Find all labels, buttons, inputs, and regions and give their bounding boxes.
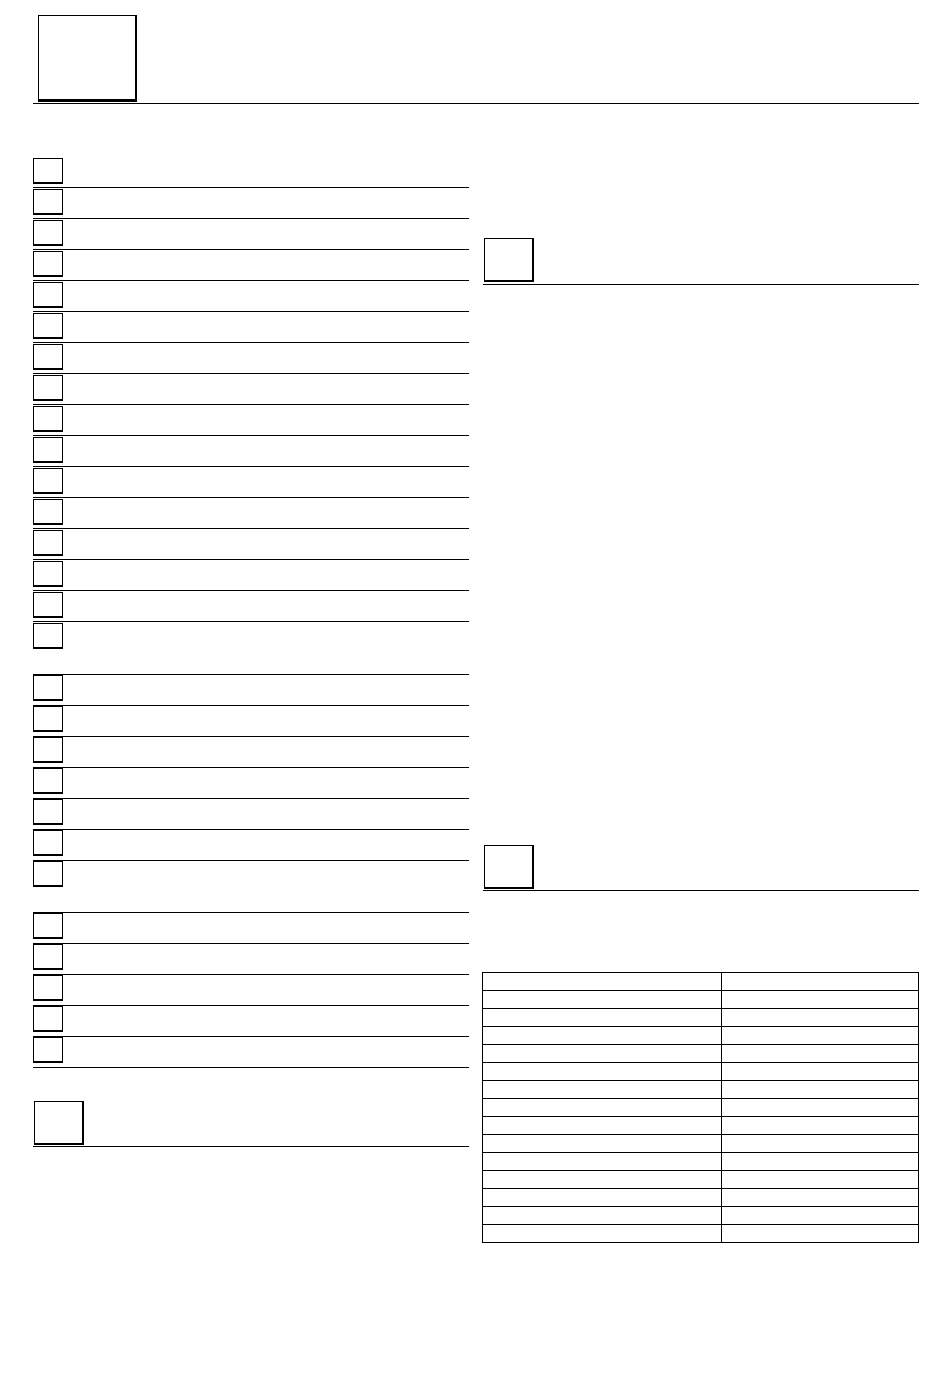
- checkbox-icon[interactable]: [33, 799, 63, 825]
- list-item-divider: [33, 1005, 469, 1006]
- checkbox-icon[interactable]: [33, 437, 63, 463]
- list-item-divider: [33, 590, 469, 591]
- table-cell: [483, 1117, 722, 1135]
- list-item-divider: [33, 767, 469, 768]
- section-box-right-top: [484, 238, 534, 282]
- list-item-divider: [33, 311, 469, 312]
- checkbox-icon[interactable]: [33, 313, 63, 339]
- checkbox-icon[interactable]: [33, 623, 63, 649]
- table-row: [483, 1009, 919, 1027]
- table-cell: [722, 1207, 919, 1225]
- table-cell: [722, 1153, 919, 1171]
- table-cell: [483, 1027, 722, 1045]
- checkbox-icon[interactable]: [33, 592, 63, 618]
- table-row: [483, 1081, 919, 1099]
- list-item-divider: [33, 1036, 469, 1037]
- table-row: [483, 1117, 919, 1135]
- table-cell: [722, 1081, 919, 1099]
- checkbox-icon[interactable]: [33, 944, 63, 970]
- table-cell: [722, 1225, 919, 1243]
- data-table: [482, 972, 919, 1243]
- list-item-divider: [33, 705, 469, 706]
- list-item-divider: [33, 497, 469, 498]
- list-item-divider: [33, 621, 469, 622]
- list-item-divider: [33, 798, 469, 799]
- table-cell: [483, 991, 722, 1009]
- table-row: [483, 1027, 919, 1045]
- list-item-divider: [33, 249, 469, 250]
- checkbox-icon[interactable]: [33, 406, 63, 432]
- table-cell: [722, 1135, 919, 1153]
- table-row: [483, 973, 919, 991]
- list-item-divider: [33, 435, 469, 436]
- list-item-divider: [33, 466, 469, 467]
- table-row: [483, 1171, 919, 1189]
- table-row: [483, 1189, 919, 1207]
- list-item-divider: [33, 559, 469, 560]
- table-cell: [722, 991, 919, 1009]
- list-item-divider: [33, 528, 469, 529]
- table-cell: [483, 1189, 722, 1207]
- table-cell: [483, 973, 722, 991]
- table-cell: [722, 1009, 919, 1027]
- table-cell: [483, 1009, 722, 1027]
- table-row: [483, 1063, 919, 1081]
- table-cell: [722, 1171, 919, 1189]
- list-item-divider: [33, 373, 469, 374]
- page-logo-box: [38, 15, 137, 102]
- checkbox-icon[interactable]: [33, 220, 63, 246]
- section-rule-left-bottom: [33, 1146, 469, 1147]
- list-item-divider: [33, 912, 469, 913]
- table-row: [483, 1153, 919, 1171]
- checkbox-icon[interactable]: [33, 561, 63, 587]
- table-cell: [722, 1027, 919, 1045]
- table-cell: [722, 1063, 919, 1081]
- checkbox-icon[interactable]: [33, 1006, 63, 1032]
- checkbox-icon[interactable]: [33, 530, 63, 556]
- checkbox-icon[interactable]: [33, 675, 63, 701]
- table-cell: [722, 1189, 919, 1207]
- section-box-right-middle: [484, 845, 534, 889]
- checkbox-icon[interactable]: [33, 344, 63, 370]
- checkbox-icon[interactable]: [33, 189, 63, 215]
- table-cell: [483, 1063, 722, 1081]
- list-item-divider: [33, 342, 469, 343]
- table-cell: [483, 1135, 722, 1153]
- table-row: [483, 1225, 919, 1243]
- checkbox-icon[interactable]: [33, 975, 63, 1001]
- table-cell: [722, 973, 919, 991]
- list-item-divider: [33, 404, 469, 405]
- section-rule-right-top: [483, 284, 919, 285]
- checkbox-icon[interactable]: [33, 375, 63, 401]
- checkbox-icon[interactable]: [33, 861, 63, 887]
- table-cell: [483, 1207, 722, 1225]
- table-row: [483, 1099, 919, 1117]
- table-cell: [483, 1081, 722, 1099]
- checkbox-icon[interactable]: [33, 768, 63, 794]
- table-cell: [483, 1225, 722, 1243]
- list-item-divider: [33, 860, 469, 861]
- checkbox-icon[interactable]: [33, 913, 63, 939]
- section-box-left-bottom: [34, 1101, 84, 1145]
- table-cell: [722, 1045, 919, 1063]
- list-item-divider: [33, 1067, 469, 1068]
- checkbox-icon[interactable]: [33, 1037, 63, 1063]
- table-cell: [483, 1045, 722, 1063]
- checkbox-icon[interactable]: [33, 499, 63, 525]
- list-item-divider: [33, 674, 469, 675]
- table-cell: [722, 1099, 919, 1117]
- list-item-divider: [33, 187, 469, 188]
- list-item-divider: [33, 736, 469, 737]
- table-row: [483, 991, 919, 1009]
- table-row: [483, 1207, 919, 1225]
- list-item-divider: [33, 218, 469, 219]
- table-row: [483, 1045, 919, 1063]
- header-rule: [33, 103, 919, 104]
- list-item-divider: [33, 974, 469, 975]
- table-cell: [483, 1171, 722, 1189]
- checkbox-icon[interactable]: [33, 706, 63, 732]
- checkbox-icon[interactable]: [33, 251, 63, 277]
- table-cell: [483, 1153, 722, 1171]
- checkbox-icon[interactable]: [33, 737, 63, 763]
- table-cell: [483, 1099, 722, 1117]
- checkbox-icon[interactable]: [33, 830, 63, 856]
- checkbox-icon[interactable]: [33, 282, 63, 308]
- checkbox-icon[interactable]: [33, 468, 63, 494]
- list-item-divider: [33, 943, 469, 944]
- table-row: [483, 1135, 919, 1153]
- checkbox-icon[interactable]: [33, 158, 63, 184]
- list-item-divider: [33, 829, 469, 830]
- list-item-divider: [33, 280, 469, 281]
- table-cell: [722, 1117, 919, 1135]
- section-rule-right-middle: [483, 890, 919, 891]
